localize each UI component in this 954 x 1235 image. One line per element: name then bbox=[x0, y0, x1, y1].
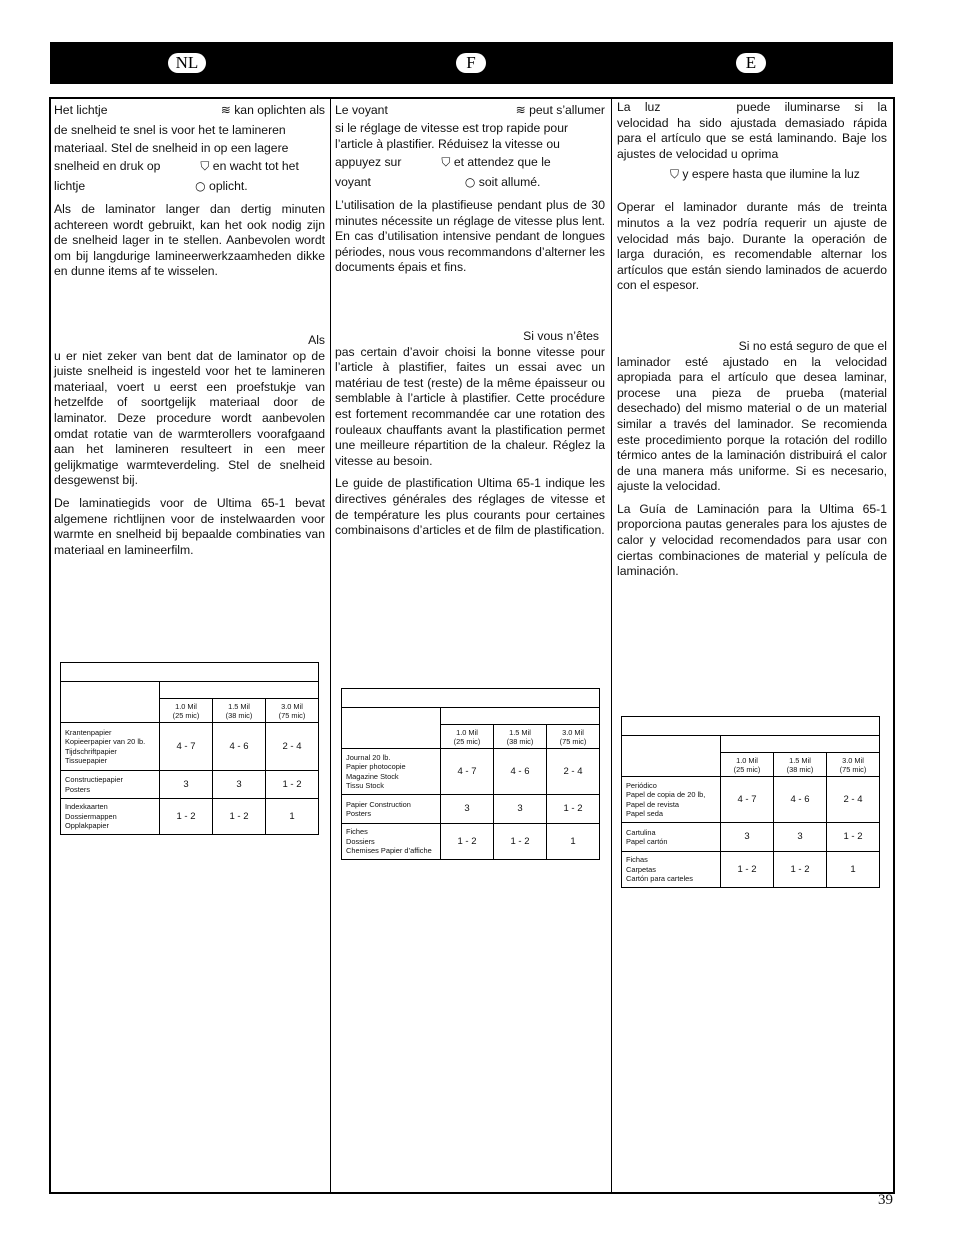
text: Papel seda bbox=[626, 809, 663, 818]
table-cell: 3 bbox=[774, 823, 827, 852]
text: 1.5 Mil bbox=[509, 727, 531, 737]
table-cell: 3 bbox=[441, 795, 494, 824]
table-cell: 1 - 2 bbox=[547, 795, 600, 824]
column-header bbox=[721, 753, 774, 777]
column-divider bbox=[330, 99, 331, 1192]
table-cell: 1 - 2 bbox=[441, 824, 494, 860]
table-cell: 4 - 7 bbox=[721, 777, 774, 823]
row-label bbox=[622, 777, 721, 823]
table-cell: 2 - 4 bbox=[266, 723, 319, 771]
text: soit allumé. bbox=[478, 175, 541, 189]
table-cell: 2 - 4 bbox=[547, 749, 600, 795]
text: y espere hasta que ilumine la luz bbox=[682, 167, 860, 182]
text: (38 mic) bbox=[786, 764, 814, 774]
text: (75 mic) bbox=[839, 764, 867, 774]
table-cell: 1 - 2 bbox=[160, 799, 213, 835]
ready-circle-icon: ○ bbox=[464, 175, 476, 189]
column-divider bbox=[611, 99, 612, 1192]
paragraph-es-2: Operar el laminador durante más de treinta minutos a la vez podría requerir un ajuste de velocidad más bajo. Durante la operación de larga duración, es recomendable alternar los artículos que están siendo laminados de acuerdo con el espesor. bbox=[617, 200, 887, 293]
table-title-row bbox=[61, 663, 319, 682]
table-row bbox=[342, 824, 600, 860]
column-header bbox=[774, 753, 827, 777]
paragraph-nl-3: u er niet zeker van bent dat de laminator op de juiste snelheid is ingesteld voor het te lamineren materiaal, voert u eerst een proefstukje van hetzelfde of soortgelijk materiaal door de laminator. Deze procedure wordt aanbevolen omdat rotatie van de warmterollers voorafgaand aan het lamineren resulteert in een meer gelijkmatige warmteverdeling. Stel de snelheid desgewenst bij. bbox=[54, 348, 325, 488]
text: Journal 20 lb. bbox=[346, 752, 391, 762]
text: lichtje bbox=[54, 179, 86, 193]
text: La luz bbox=[617, 100, 661, 114]
table-row bbox=[622, 852, 880, 888]
stop-hand-icon: ⛉ bbox=[670, 167, 680, 182]
text: Cartón para carteles bbox=[626, 874, 693, 884]
text: peut s’allumer bbox=[529, 103, 605, 117]
row-label bbox=[61, 771, 160, 799]
lang-label-f: F bbox=[456, 53, 486, 73]
text: Papel de revista bbox=[626, 799, 679, 809]
table-cell: 4 - 7 bbox=[160, 723, 213, 771]
table-header-cell bbox=[721, 736, 880, 753]
speed-table-fr bbox=[341, 688, 600, 860]
table-cell: 4 - 6 bbox=[774, 777, 827, 823]
text: Opplakpapier bbox=[65, 821, 109, 831]
row-label bbox=[622, 852, 721, 888]
paragraph-fr-3: pas certain d’avoir choisi la bonne vitesse pour l’article à plastifier, faites un essai avec un matériau de test (reste) de la même épaisseur ou semblable à l’article à plastifier. Cette procédure est fortement recommandée car une rotation des rouleaux chauffants avant la plastification permet une meilleure répartition de la chaleur. Réglez la vitesse au besoin. bbox=[335, 344, 605, 468]
table-header-cell bbox=[61, 682, 160, 723]
text: en wacht tot het bbox=[212, 159, 299, 173]
text: puede iluminarse si la velocidad ha sido ajustada demasiado rápida para el artículo que se está laminando. Baje los ajustes de velocidad u oprima bbox=[617, 100, 887, 161]
stop-hand-icon: ⛉ bbox=[441, 155, 451, 169]
table-cell: 3 bbox=[494, 795, 547, 824]
text: (25 mic) bbox=[172, 710, 200, 720]
paragraph-fr-1 bbox=[335, 100, 605, 192]
text: et attendez que le bbox=[453, 155, 551, 169]
text: Kopieerpapier van 20 lb. bbox=[65, 737, 146, 746]
text: kan oplichten als bbox=[234, 103, 325, 117]
row-label bbox=[61, 799, 160, 835]
column-header bbox=[160, 699, 213, 723]
text: materiaal. Stel de snelheid in op een lagere bbox=[54, 141, 289, 155]
text: Si vous n’êtes bbox=[523, 328, 599, 343]
table-cell: 2 - 4 bbox=[827, 777, 880, 823]
column-header bbox=[827, 753, 880, 777]
stop-hand-icon: ⛉ bbox=[200, 159, 210, 173]
row-label bbox=[342, 795, 441, 824]
page-number: 39 bbox=[878, 1192, 893, 1208]
heat-icon: ≋ bbox=[220, 103, 231, 117]
paragraph-es-1-end bbox=[617, 164, 887, 184]
table-cell: 1 - 2 bbox=[827, 823, 880, 852]
table-cell: 1 - 2 bbox=[213, 799, 266, 835]
text: Als bbox=[308, 332, 325, 347]
header-bar bbox=[50, 42, 893, 84]
text: appuyez sur bbox=[335, 155, 402, 169]
text: Cartulina bbox=[626, 827, 656, 837]
paragraph-fr-2: L’utilisation de la plastifieuse pendant plus de 30 minutes nécessite un réglage de vitesse plus lent. En cas d’utilisation intensive pendant de longues périodes, nous vous recommandons d’alterner les documents épais et fins. bbox=[335, 198, 605, 275]
table-row bbox=[622, 823, 880, 852]
ready-circle-icon: ○ bbox=[195, 179, 206, 193]
paragraph-es-3: laminador esté ajustado en la velocidad apropiada para el artículo que desea laminar, procese una pieza de prueba (material desechado) del mismo material o de un material similar a través del laminador. Se recomienda este procedimiento porque la rotación del rodillo térmico antes de la laminación distribuirá el calor de una manera más uniforme. Si es necesario, ajuste la velocidad. bbox=[617, 354, 887, 494]
lang-label-e: E bbox=[736, 53, 766, 73]
column-header bbox=[547, 725, 600, 749]
text: Papier Construction bbox=[346, 799, 411, 809]
text: Periódico bbox=[626, 780, 657, 790]
row-label bbox=[342, 824, 441, 860]
text: (38 mic) bbox=[225, 710, 253, 720]
text: 1.0 Mil bbox=[736, 755, 758, 765]
text: Krantenpapier bbox=[65, 727, 112, 737]
table-title-row bbox=[622, 717, 880, 736]
heat-icon: ≋ bbox=[515, 103, 526, 117]
row-label bbox=[622, 823, 721, 852]
table-row bbox=[61, 799, 319, 835]
column-header bbox=[441, 725, 494, 749]
text: Dossiermappen bbox=[65, 811, 117, 821]
text: Posters bbox=[65, 784, 91, 794]
text: Carpetas bbox=[626, 864, 656, 874]
text: si le réglage de vitesse est trop rapide pour bbox=[335, 121, 569, 135]
column-fr bbox=[335, 100, 605, 546]
text: snelheid en druk op bbox=[54, 159, 161, 173]
text: l’article à plastifier. Réduisez la vitesse ou bbox=[335, 137, 560, 151]
column-es bbox=[617, 100, 887, 587]
text: (25 mic) bbox=[453, 736, 481, 746]
table-cell: 1 - 2 bbox=[774, 852, 827, 888]
table-cell: 1 - 2 bbox=[721, 852, 774, 888]
table-row bbox=[61, 723, 319, 771]
text: (75 mic) bbox=[278, 710, 306, 720]
table-cell: 1 bbox=[827, 852, 880, 888]
text: Tijdschriftpapier bbox=[65, 746, 117, 756]
table-header-cell bbox=[622, 736, 721, 777]
table-cell: 3 bbox=[213, 771, 266, 799]
lang-label-nl: NL bbox=[168, 53, 206, 73]
paragraph-es-1 bbox=[617, 100, 887, 162]
text: voyant bbox=[335, 175, 371, 189]
text: Chemises Papier d’affiche bbox=[346, 846, 432, 856]
table-cell: 4 - 6 bbox=[494, 749, 547, 795]
text: 3.0 Mil bbox=[842, 755, 864, 765]
paragraph-nl-2: Als de laminator langer dan dertig minuten achtereen wordt gebruikt, kan het ook nodig zijn de snelheid lager in te stellen. Aanbevolen wordt om bij langdurige lamineerwerkzaamheden dikke en dunne items af te wisselen. bbox=[54, 202, 325, 279]
paragraph-nl-1 bbox=[54, 100, 325, 196]
row-label bbox=[61, 723, 160, 771]
text: (75 mic) bbox=[559, 736, 587, 746]
text: Papel cartón bbox=[626, 837, 668, 846]
column-header bbox=[213, 699, 266, 723]
table-header-cell bbox=[441, 708, 600, 725]
text: Fiches bbox=[346, 827, 368, 837]
table-cell: 1 - 2 bbox=[494, 824, 547, 860]
text: Constructiepapier bbox=[65, 775, 123, 784]
text: 1.5 Mil bbox=[228, 701, 250, 711]
text: Tissuepapier bbox=[65, 756, 108, 765]
table-row bbox=[342, 749, 600, 795]
table-header-cell bbox=[342, 708, 441, 749]
speed-table-nl bbox=[60, 662, 319, 835]
text: 1.0 Mil bbox=[175, 701, 197, 711]
paragraph-fr-4: Le guide de plastification Ultima 65-1 indique les directives générales des réglages de vitesse et de température les plus courants pour certaines combinaisons d’articles et de film de plastification. bbox=[335, 476, 605, 538]
column-header bbox=[266, 699, 319, 723]
text: Le voyant bbox=[335, 103, 388, 117]
text: 1.5 Mil bbox=[789, 755, 811, 765]
text: (38 mic) bbox=[506, 736, 534, 746]
column-nl bbox=[54, 100, 325, 565]
table-cell: 4 - 6 bbox=[213, 723, 266, 771]
table-cell: 4 - 7 bbox=[441, 749, 494, 795]
speed-table-es bbox=[621, 716, 880, 888]
paragraph-es-4: La Guía de Laminación para la Ultima 65-1 proporciona pautas generales para los ajustes de calor y velocidad recomendados para usar con ciertas combinaciones de material y película de laminación. bbox=[617, 501, 887, 579]
paragraph-nl-4: De laminatiegids voor de Ultima 65-1 bevat algemene richtlijnen voor de instelwaarden voor warmte en snelheid bij bepaalde combinaties van materiaal en lamineerfilm. bbox=[54, 495, 325, 557]
text: Tissu Stock bbox=[346, 781, 384, 790]
table-cell: 1 bbox=[266, 799, 319, 835]
table-cell: 1 - 2 bbox=[266, 771, 319, 799]
text: (25 mic) bbox=[733, 764, 761, 774]
table-row bbox=[342, 795, 600, 824]
column-header bbox=[494, 725, 547, 749]
text: Si no está seguro de que el bbox=[738, 338, 887, 353]
text: Het lichtje bbox=[54, 103, 108, 117]
text: 3.0 Mil bbox=[562, 727, 584, 737]
table-row bbox=[622, 777, 880, 823]
table-cell: 3 bbox=[160, 771, 213, 799]
text: Papel de copia de 20 lb, bbox=[626, 790, 706, 799]
table-cell: 3 bbox=[721, 823, 774, 852]
table-cell: 1 bbox=[547, 824, 600, 860]
table-header-cell bbox=[160, 682, 319, 699]
text: Posters bbox=[346, 809, 372, 818]
text: Dossiers bbox=[346, 836, 375, 846]
text: 3.0 Mil bbox=[281, 701, 303, 711]
table-title-row bbox=[342, 689, 600, 708]
text: de snelheid te snel is voor het te lamineren bbox=[54, 123, 286, 137]
text: oplicht. bbox=[209, 179, 248, 193]
text: 1.0 Mil bbox=[456, 727, 478, 737]
text: Papier photocopie bbox=[346, 762, 406, 771]
row-label bbox=[342, 749, 441, 795]
text: Fichas bbox=[626, 855, 648, 865]
text: Indexkaarten bbox=[65, 802, 108, 812]
table-row bbox=[61, 771, 319, 799]
text: Magazine Stock bbox=[346, 771, 399, 781]
